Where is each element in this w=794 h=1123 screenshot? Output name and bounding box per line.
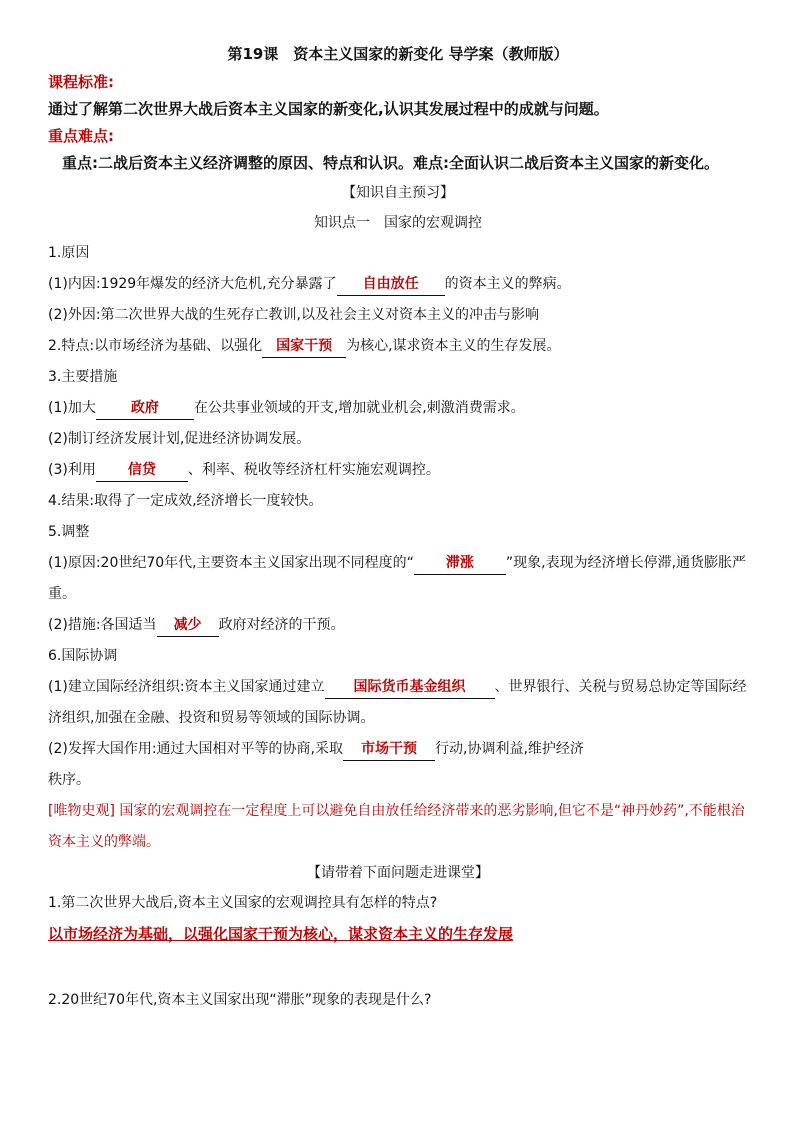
text: 2.特点:以市场经济为基础、以强化 <box>48 338 263 354</box>
fill-blank: 国家干预 <box>262 335 346 358</box>
text: 在公共事业领域的开支,增加就业机会,刺激消费需求。 <box>193 400 525 416</box>
fill-blank: 自由放任 <box>337 273 445 296</box>
section-6a <box>48 672 748 734</box>
materialism-note: [唯物史观] 国家的宏观调控在一定程度上可以避免自由放任给经济带来的恶劣影响,但它不是“神丹妙药”,不能根治资本主义的弊端。 <box>48 803 745 850</box>
key-points-heading: 重点难点: <box>48 127 114 145</box>
preview-heading: 【知识自主预习】 <box>342 185 454 201</box>
fill-blank: 减少 <box>157 614 219 637</box>
text: 行动,协调利益,维护经济 <box>435 741 584 757</box>
fill-blank: 信贷 <box>96 459 188 482</box>
section-3a <box>48 393 748 424</box>
key-points-text: 重点:二战后资本主义经济调整的原因、特点和认识。难点:全面认识二战后资本主义国家的新变化。 <box>62 154 720 172</box>
text: 、利率、税收等经济杠杆实施宏观调控。 <box>187 462 440 478</box>
section-4: 4.结果:取得了一定成效,经济增长一度较快。 <box>48 493 323 509</box>
section-5a <box>48 548 748 610</box>
text: (3)利用 <box>48 462 96 478</box>
text: 政府对经济的干预。 <box>218 617 345 633</box>
text: (1)原因:20世纪70年代,主要资本主义国家出现不同程度的“ <box>48 555 414 571</box>
section-1a <box>48 269 748 300</box>
text: (1)建立国际经济组织:资本主义国家通过建立 <box>48 679 325 695</box>
page-title: 第19课 资本主义国家的新变化 导学案（教师版） <box>227 45 569 63</box>
text: (2)发挥大国作用:通过大国相对平等的协商,采取 <box>48 741 343 757</box>
answer-space <box>48 949 748 985</box>
section-6b <box>48 734 748 765</box>
question-1: 1.第二次世界大战后,资本主义国家的宏观调控具有怎样的特点? <box>48 895 438 911</box>
fill-blank: 国际货币基金组织 <box>325 676 495 699</box>
classroom-heading: 【请带着下面问题走进课堂】 <box>307 865 489 881</box>
fill-blank: 政府 <box>96 397 194 420</box>
section-3c <box>48 455 748 486</box>
answer-1: 以市场经济为基础，以强化国家干预为核心，谋求资本主义的生存发展 <box>48 925 514 943</box>
section-1b: (2)外因:第二次世界大战的生死存亡教训,以及社会主义对资本主义的冲击与影响 <box>48 307 539 323</box>
text: ”现象,表现为经济增长停滞,通货膨胀严重。 <box>48 555 747 602</box>
text: 、世界银行、关税与贸易总协定等国际经济组织,加强在金融、投资和贸易等领域的国际协调。 <box>48 679 747 726</box>
knowledge-point-heading: 知识点一 国家的宏观调控 <box>314 215 482 231</box>
section-6b-continued: 秩序。 <box>48 772 90 788</box>
question-2: 2.20世纪70年代,资本主义国家出现“滞胀”现象的表现是什么? <box>48 992 432 1008</box>
text: (1)加大 <box>48 400 96 416</box>
standard-text: 通过了解第二次世界大战后资本主义国家的新变化,认识其发展过程中的成就与问题。 <box>48 100 609 118</box>
section-1-heading: 1.原因 <box>48 245 90 261</box>
text: (2)措施:各国适当 <box>48 617 157 633</box>
section-2 <box>48 331 748 362</box>
text: 为核心,谋求资本主义的生存发展。 <box>346 338 561 354</box>
section-6-heading: 6.国际协调 <box>48 648 118 664</box>
document-page <box>48 42 748 1016</box>
text: (1)内因:1929年爆发的经济大危机,充分暴露了 <box>48 276 337 292</box>
text: 的资本主义的弊病。 <box>444 276 571 292</box>
section-5b <box>48 610 748 641</box>
section-3-heading: 3.主要措施 <box>48 369 118 385</box>
fill-blank: 市场干预 <box>343 738 435 761</box>
standard-heading: 课程标准: <box>48 73 114 91</box>
section-3b: (2)制订经济发展计划,促进经济协调发展。 <box>48 431 311 447</box>
fill-blank: 滞涨 <box>414 552 506 575</box>
section-5-heading: 5.调整 <box>48 524 90 540</box>
